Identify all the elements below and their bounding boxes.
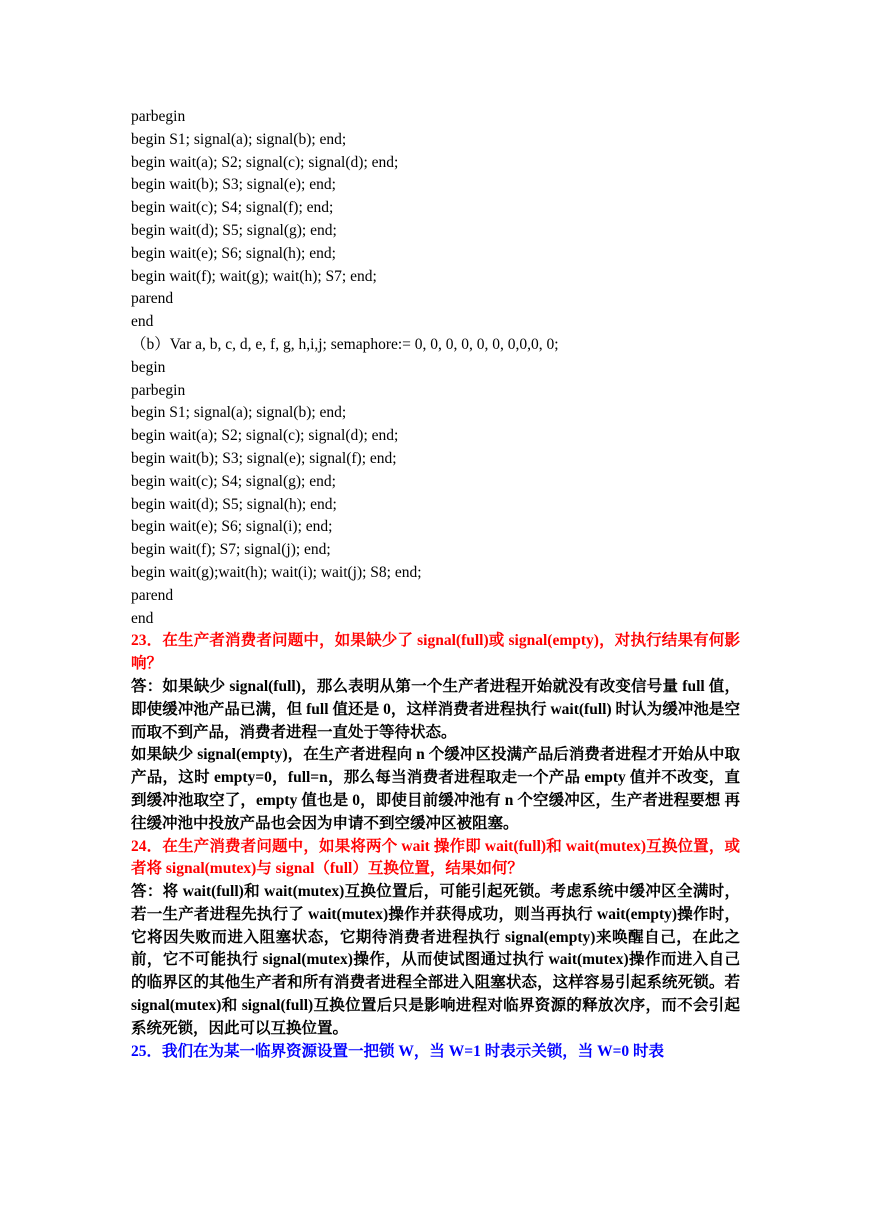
code-block-a <box>131 106 740 334</box>
code-line: begin wait(d); S5; signal(h); end; <box>131 495 337 513</box>
code-line: begin wait(f); S7; signal(j); end; <box>131 541 331 559</box>
document-page <box>131 106 740 1063</box>
question-24: 24．在生产消费者问题中，如果将两个 wait 操作即 wait(full)和 wait(mutex)互换位置，或者将 signal(mutex)与 signal（full）互换位置，结果如何？ <box>131 837 740 878</box>
question-25: 25．我们在为某一临界资源设置一把锁 W，当 W=1 时表示关锁，当 W=0 时表 <box>131 1042 665 1060</box>
code-line: begin S1; signal(a); signal(b); end; <box>131 404 347 422</box>
code-line: parend <box>131 290 174 308</box>
code-line: begin wait(c); S4; signal(g); end; <box>131 472 336 490</box>
code-line: begin <box>131 358 166 376</box>
answer-24: 答：将 wait(full)和 wait(mutex)互换位置后，可能引起死锁。考虑系统中缓冲区全满时，若一生产者进程先执行了 wait(mutex)操作并获得成功，则当再执行 wait(empty)操作时，它将因失败而进入阻塞状态，它期待消费者进程执行 signal(empty)来唤醒自己，在此之前，它不可能执行 signal(mutex)操作，从而使试图通过执行 wait(mutex)操作而进入自己的临界区的其他生产者和所有消费者进程全部进入阻塞状态，这样容易引起系统死锁。若 signal(mutex)和 signal(full)互换位置后只是影响进程对临界资源的释放次序，而不会引起系统死锁，因此可以互换位置。 <box>131 883 740 1037</box>
code-line: begin wait(e); S6; signal(i); end; <box>131 518 333 536</box>
code-line: end <box>131 313 154 331</box>
code-line: begin wait(b); S3; signal(e); signal(f); end; <box>131 449 397 467</box>
code-line: parend <box>131 586 174 604</box>
code-line: parbegin <box>131 381 186 399</box>
code-line: begin wait(d); S5; signal(g); end; <box>131 221 337 239</box>
code-line: （b）Var a, b, c, d, e, f, g, h,i,j; semaphore:= 0, 0, 0, 0, 0, 0, 0,0,0, 0; <box>131 335 559 353</box>
code-line: parbegin <box>131 108 186 125</box>
code-line: begin wait(g);wait(h); wait(i); wait(j); S8; end; <box>131 563 422 581</box>
code-block-b <box>131 334 740 630</box>
code-line: begin wait(c); S4; signal(f); end; <box>131 199 334 217</box>
code-line: end <box>131 609 154 627</box>
answer-23-part-1: 答：如果缺少 signal(full)，那么表明从第一个生产者进程开始就没有改变信号量 full 值，即使缓冲池产品已满，但 full 值还是 0，这样消费者进程执行 wait(full) 时认为缓冲池是空而取不到产品，消费者进程一直处于等待状态。 <box>131 677 740 741</box>
code-line: begin S1; signal(a); signal(b); end; <box>131 130 347 148</box>
code-line: begin wait(f); wait(g); wait(h); S7; end; <box>131 267 377 285</box>
code-line: begin wait(a); S2; signal(c); signal(d); end; <box>131 427 399 445</box>
question-23: 23．在生产者消费者问题中，如果缺少了 signal(full)或 signal(empty)，对执行结果有何影响？ <box>131 632 740 673</box>
answer-23-part-2: 如果缺少 signal(empty)，在生产者进程向 n 个缓冲区投满产品后消费者进程才开始从中取产品，这时 empty=0，full=n，那么每当消费者进程取走一个产品 empty 值并不改变，直到缓冲池取空了，empty 值也是 0，即使目前缓冲池有 n 个空缓冲区，生产者进程要想 再往缓冲池中投放产品也会因为申请不到空缓冲区被阻塞。 <box>131 746 740 832</box>
code-line: begin wait(b); S3; signal(e); end; <box>131 176 336 194</box>
code-line: begin wait(a); S2; signal(c); signal(d); end; <box>131 153 399 171</box>
code-line: begin wait(e); S6; signal(h); end; <box>131 244 336 262</box>
